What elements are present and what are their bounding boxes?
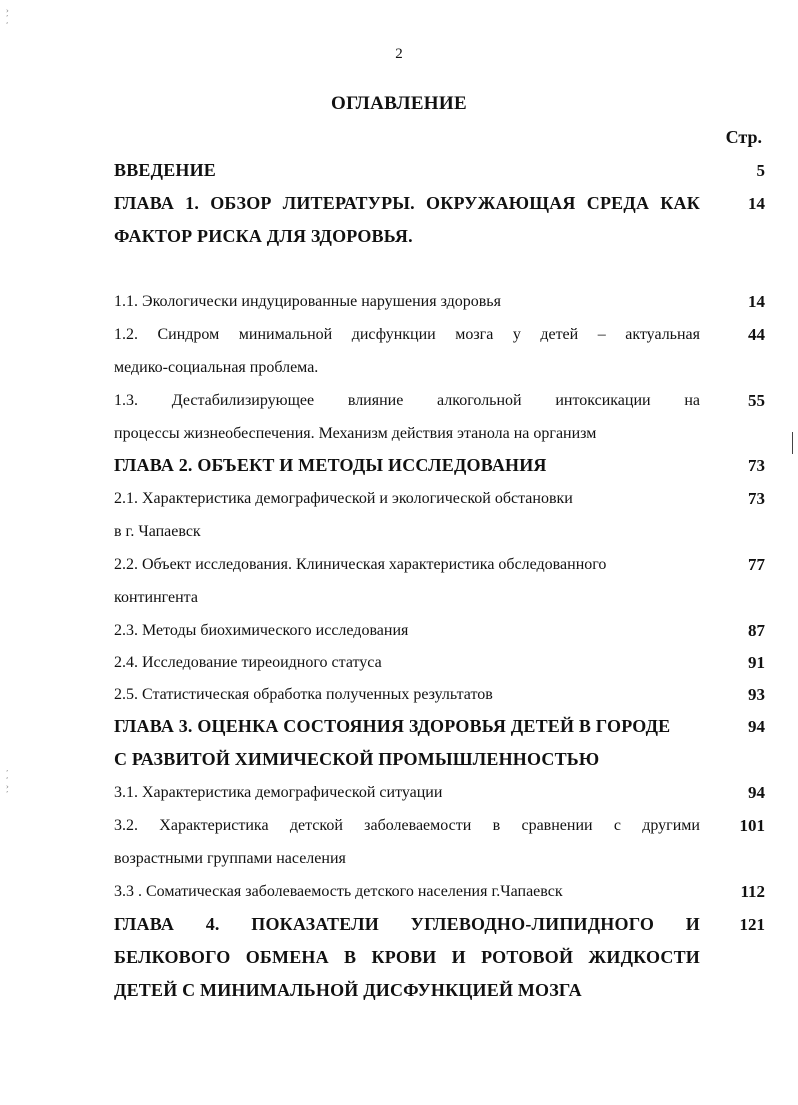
scan-artifact-marks: ’ ‘ › ’ [6, 769, 9, 798]
toc-page-number: 77 [748, 555, 765, 574]
toc-entry-section-3-1: 3.1. Характеристика демографической ситуации [114, 784, 443, 801]
toc-entry-section-2-5: 2.5. Статистическая обработка полученных результатов [114, 686, 493, 703]
toc-entry-section-2-2-cont: контингента [114, 589, 198, 606]
toc-entry-section-1-2-cont: медико-социальная проблема. [114, 359, 319, 376]
toc-entry-chapter-3: ГЛАВА 3. ОЦЕНКА СОСТОЯНИЯ ЗДОРОВЬЯ ДЕТЕЙ В ГОРОДЕ [114, 716, 671, 736]
toc-page-number: 44 [748, 325, 765, 344]
toc-page-number: 94 [748, 783, 765, 802]
toc-entry-section-1-3-cont: процессы жизнеобеспечения. Механизм действия этанола на организм [114, 425, 597, 442]
toc-page-number: 94 [748, 717, 765, 736]
toc-entry-section-3-3: 3.3 . Соматическая заболеваемость детского населения г.Чапаевск [114, 883, 563, 900]
toc-page-number: 87 [748, 621, 765, 640]
toc-entry-section-3-2-cont: возрастными группами населения [114, 850, 346, 867]
toc-page-number: 14 [748, 194, 765, 213]
toc-entry-chapter-2: ГЛАВА 2. ОБЪЕКТ И МЕТОДЫ ИССЛЕДОВАНИЯ [114, 455, 547, 475]
toc-entry-introduction: ВВЕДЕНИЕ [114, 160, 217, 180]
toc-page-number: 112 [740, 882, 765, 901]
toc-entry-chapter-3-cont: С РАЗВИТОЙ ХИМИЧЕСКОЙ ПРОМЫШЛЕННОСТЬЮ [114, 749, 600, 769]
toc-page-number: 14 [748, 292, 765, 311]
page-column-header: Стр. [725, 127, 762, 147]
toc-entry-chapter-1: ГЛАВА 1. ОБЗОР ЛИТЕРАТУРЫ. ОКРУЖАЮЩАЯ СРЕДА КАК [114, 193, 700, 213]
toc-entry-chapter-4: ГЛАВА 4. ПОКАЗАТЕЛИ УГЛЕВОДНО-ЛИПИДНОГО И [114, 914, 700, 934]
toc-entry-section-1-2: 1.2. Синдром минимальной дисфункции мозга у детей – актуальная [114, 326, 700, 343]
toc-page-number: 55 [748, 391, 765, 410]
toc-entry-chapter-4-cont-2: ДЕТЕЙ С МИНИМАЛЬНОЙ ДИСФУНКЦИЕЙ МОЗГА [114, 980, 582, 1000]
toc-page-number: 91 [748, 653, 765, 672]
toc-entry-chapter-4-cont: БЕЛКОВОГО ОБМЕНА В КРОВИ И РОТОВОЙ ЖИДКОСТИ [114, 947, 700, 967]
toc-page-number: 121 [739, 915, 765, 934]
scan-artifact-marks: › ’ ‘ [6, 7, 9, 29]
toc-entry-section-2-1: 2.1. Характеристика демографической и экологической обстановки [114, 490, 573, 507]
toc-page-number: 73 [748, 489, 765, 508]
toc-entry-chapter-1-cont: ФАКТОР РИСКА ДЛЯ ЗДОРОВЬЯ. [114, 226, 413, 246]
toc-page-number: 73 [748, 456, 765, 475]
toc-entry-section-2-2: 2.2. Объект исследования. Клиническая характеристика обследованного [114, 556, 607, 573]
toc-entry-section-2-3: 2.3. Методы биохимического исследования [114, 622, 409, 639]
page-number: 2 [395, 46, 403, 62]
toc-entry-section-2-1-cont: в г. Чапаевск [114, 523, 201, 540]
toc-page-number: 93 [748, 685, 765, 704]
toc-page-number: 101 [739, 816, 765, 835]
scan-artifact-line [792, 432, 793, 454]
toc-entry-section-2-4: 2.4. Исследование тиреоидного статуса [114, 654, 382, 671]
toc-page-number: 5 [756, 161, 765, 180]
toc-entry-section-1-3: 1.3. Дестабилизирующее влияние алкогольной интоксикации на [114, 392, 700, 409]
toc-entry-section-3-2: 3.2. Характеристика детской заболеваемости в сравнении с другими [114, 817, 700, 834]
toc-title: ОГЛАВЛЕНИЕ [331, 93, 467, 114]
toc-entry-section-1-1: 1.1. Экологически индуцированные нарушения здоровья [114, 293, 501, 310]
